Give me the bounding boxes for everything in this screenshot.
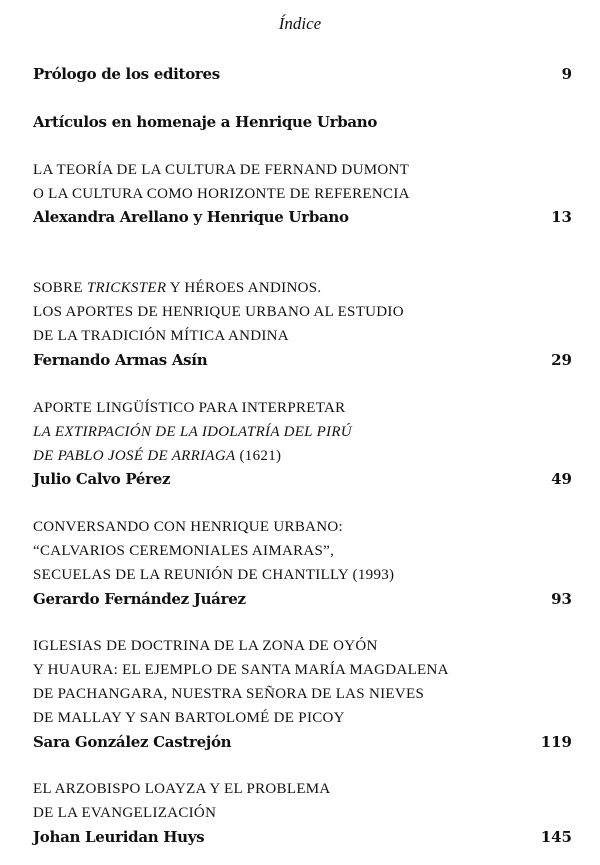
article-1-page-number: 13 <box>551 208 572 226</box>
article-2-page-number: 29 <box>551 351 572 369</box>
article-4-title-line-1[interactable]: CONVERSANDO CON HENRIQUE URBANO: <box>33 519 344 535</box>
article-4-title-line-2[interactable]: “CALVARIOS CEREMONIALES AIMARAS”, <box>33 543 335 559</box>
article-3-page-number: 49 <box>551 470 572 488</box>
article-2-title-line-2[interactable]: LOS APORTES DE HENRIQUE URBANO AL ESTUDIO <box>33 304 404 320</box>
article-5-author: Sara González Castrejón <box>33 733 232 751</box>
article-6-author: Johan Leuridan Huys <box>33 828 205 846</box>
prologue-page-number: 9 <box>561 65 572 83</box>
prologue-entry[interactable]: Prólogo de los editores <box>33 65 220 83</box>
article-4-title-line-3[interactable]: SECUELAS DE LA REUNIÓN DE CHANTILLY (1993) <box>33 567 395 583</box>
article-2-author: Fernando Armas Asín <box>33 351 208 369</box>
article-5-title-line-1[interactable]: IGLESIAS DE DOCTRINA DE LA ZONA DE OYÓN <box>33 638 378 654</box>
article-4-author: Gerardo Fernández Juárez <box>33 590 246 608</box>
article-5-page-number: 119 <box>540 733 572 751</box>
article-2-title-line-1[interactable] <box>33 276 572 300</box>
article-1-title-line-1[interactable]: LA TEORÍA DE LA CULTURA DE FERNAND DUMONT <box>33 162 410 178</box>
article-3-title-italic: DE PABLO JOSÉ DE ARRIAGA <box>33 448 236 464</box>
article-4-page-number: 93 <box>551 590 572 608</box>
article-2-title-line-3[interactable]: DE LA TRADICIÓN MÍTICA ANDINA <box>33 328 289 344</box>
page-title: Índice <box>278 14 322 33</box>
article-2-title-post: Y HÉROES ANDINOS. <box>166 280 322 296</box>
article-5-title-line-3[interactable]: DE PACHANGARA, NUESTRA SEÑORA DE LAS NIEVES <box>33 686 425 702</box>
article-2-title-italic: TRICKSTER <box>86 280 167 296</box>
article-2-title-pre: SOBRE <box>33 280 87 296</box>
article-5-title-line-4[interactable]: DE MALLAY Y SAN BARTOLOMÉ DE PICOY <box>33 710 345 726</box>
article-3-title-line-3[interactable] <box>33 444 572 468</box>
article-3-title-line-1[interactable]: APORTE LINGÜÍSTICO PARA INTERPRETAR <box>33 400 346 416</box>
article-3-author: Julio Calvo Pérez <box>33 470 171 488</box>
article-6-title-line-2[interactable]: DE LA EVANGELIZACIÓN <box>33 805 217 821</box>
article-1-author: Alexandra Arellano y Henrique Urbano <box>33 208 349 226</box>
article-5-title-line-2[interactable]: Y HUAURA: EL EJEMPLO DE SANTA MARÍA MAGDALENA <box>33 662 449 678</box>
article-3-title-year: (1621) <box>235 448 282 464</box>
article-1-title-line-2[interactable]: O LA CULTURA COMO HORIZONTE DE REFERENCIA <box>33 186 410 202</box>
article-6-title-line-1[interactable]: EL ARZOBISPO LOAYZA Y EL PROBLEMA <box>33 781 331 797</box>
article-6-page-number: 145 <box>540 828 572 846</box>
section-heading: Artículos en homenaje a Henrique Urbano <box>33 113 378 131</box>
article-3-title-line-2[interactable]: LA EXTIRPACIÓN DE LA IDOLATRÍA DEL PIRÚ <box>33 424 352 440</box>
